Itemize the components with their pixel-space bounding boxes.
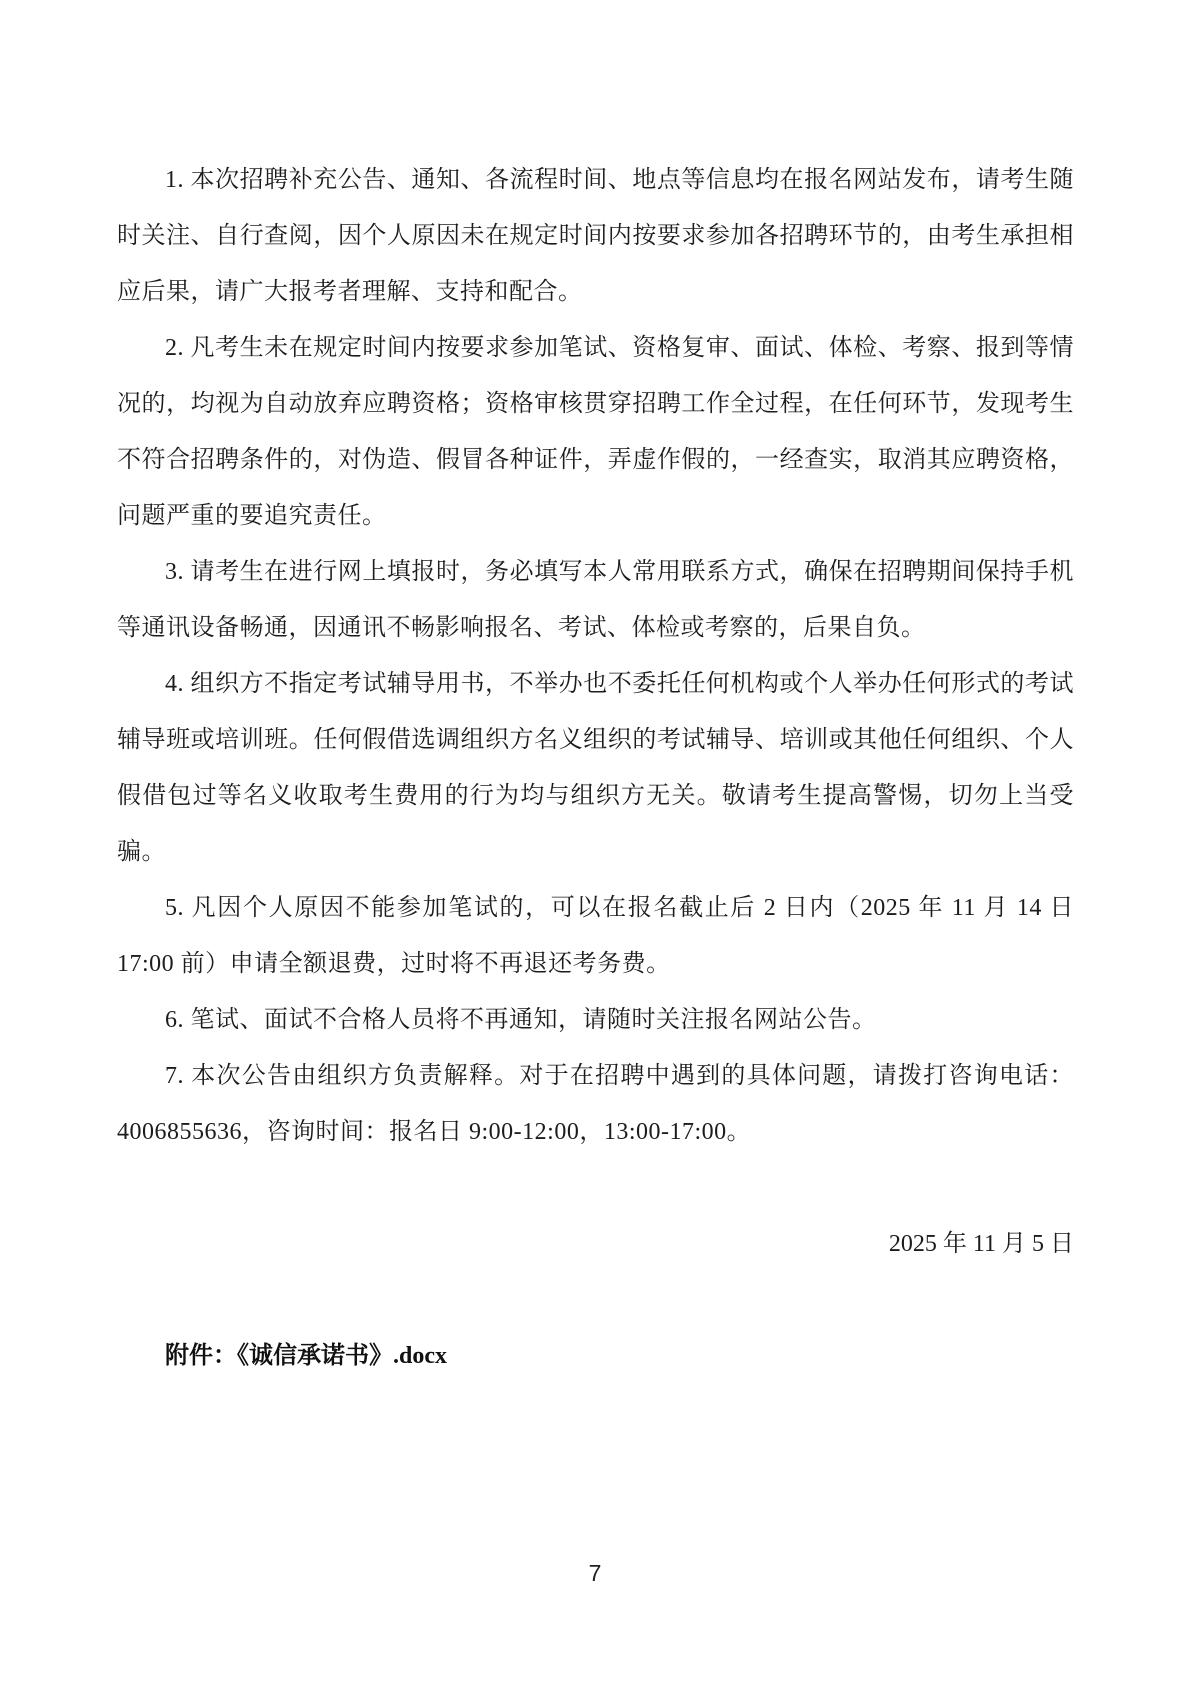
paragraph-3: 3. 请考生在进行网上填报时，务必填写本人常用联系方式，确保在招聘期间保持手机等通讯设备畅通，因通讯不畅影响报名、考试、体检或考察的，后果自负。 bbox=[117, 559, 1074, 641]
paragraph-2: 2. 凡考生未在规定时间内按要求参加笔试、资格复审、面试、体检、考察、报到等情况的，均视为自动放弃应聘资格；资格审核贯穿招聘工作全过程，在任何环节，发现考生不符合招聘条件的，对伪造、假冒各种证件，弄虚作假的，一经查实，取消其应聘资格，问题严重的要追究责任。 bbox=[117, 335, 1074, 529]
date-line: 2025 年 11 月 5 日 bbox=[888, 1231, 1074, 1257]
attachment-line: 附件：《诚信承诺书》.docx bbox=[165, 1343, 447, 1369]
page-number: 7 bbox=[588, 1560, 602, 1586]
paragraph-7: 7. 本次公告由组织方负责解释。对于在招聘中遇到的具体问题，请拨打咨询电话：4006855636，咨询时间：报名日 9:00-12:00，13:00-17:00。 bbox=[117, 1063, 1074, 1145]
paragraph-4: 4. 组织方不指定考试辅导用书，不举办也不委托任何机构或个人举办任何形式的考试辅导班或培训班。任何假借选调组织方名义组织的考试辅导、培训或其他任何组织、个人假借包过等名义收取考生费用的行为均与组织方无关。敬请考生提高警惕，切勿上当受骗。 bbox=[117, 671, 1074, 865]
paragraph-6: 6. 笔试、面试不合格人员将不再通知，请随时关注报名网站公告。 bbox=[165, 1007, 877, 1033]
paragraph-5: 5. 凡因个人原因不能参加笔试的，可以在报名截止后 2 日内（2025 年 11 月 14 日 17:00 前）申请全额退费，过时将不再退还考务费。 bbox=[117, 895, 1074, 977]
paragraph-1: 1. 本次招聘补充公告、通知、各流程时间、地点等信息均在报名网站发布，请考生随时关注、自行查阅，因个人原因未在规定时间内按要求参加各招聘环节的，由考生承担相应后果，请广大报考者理解、支持和配合。 bbox=[117, 167, 1074, 305]
